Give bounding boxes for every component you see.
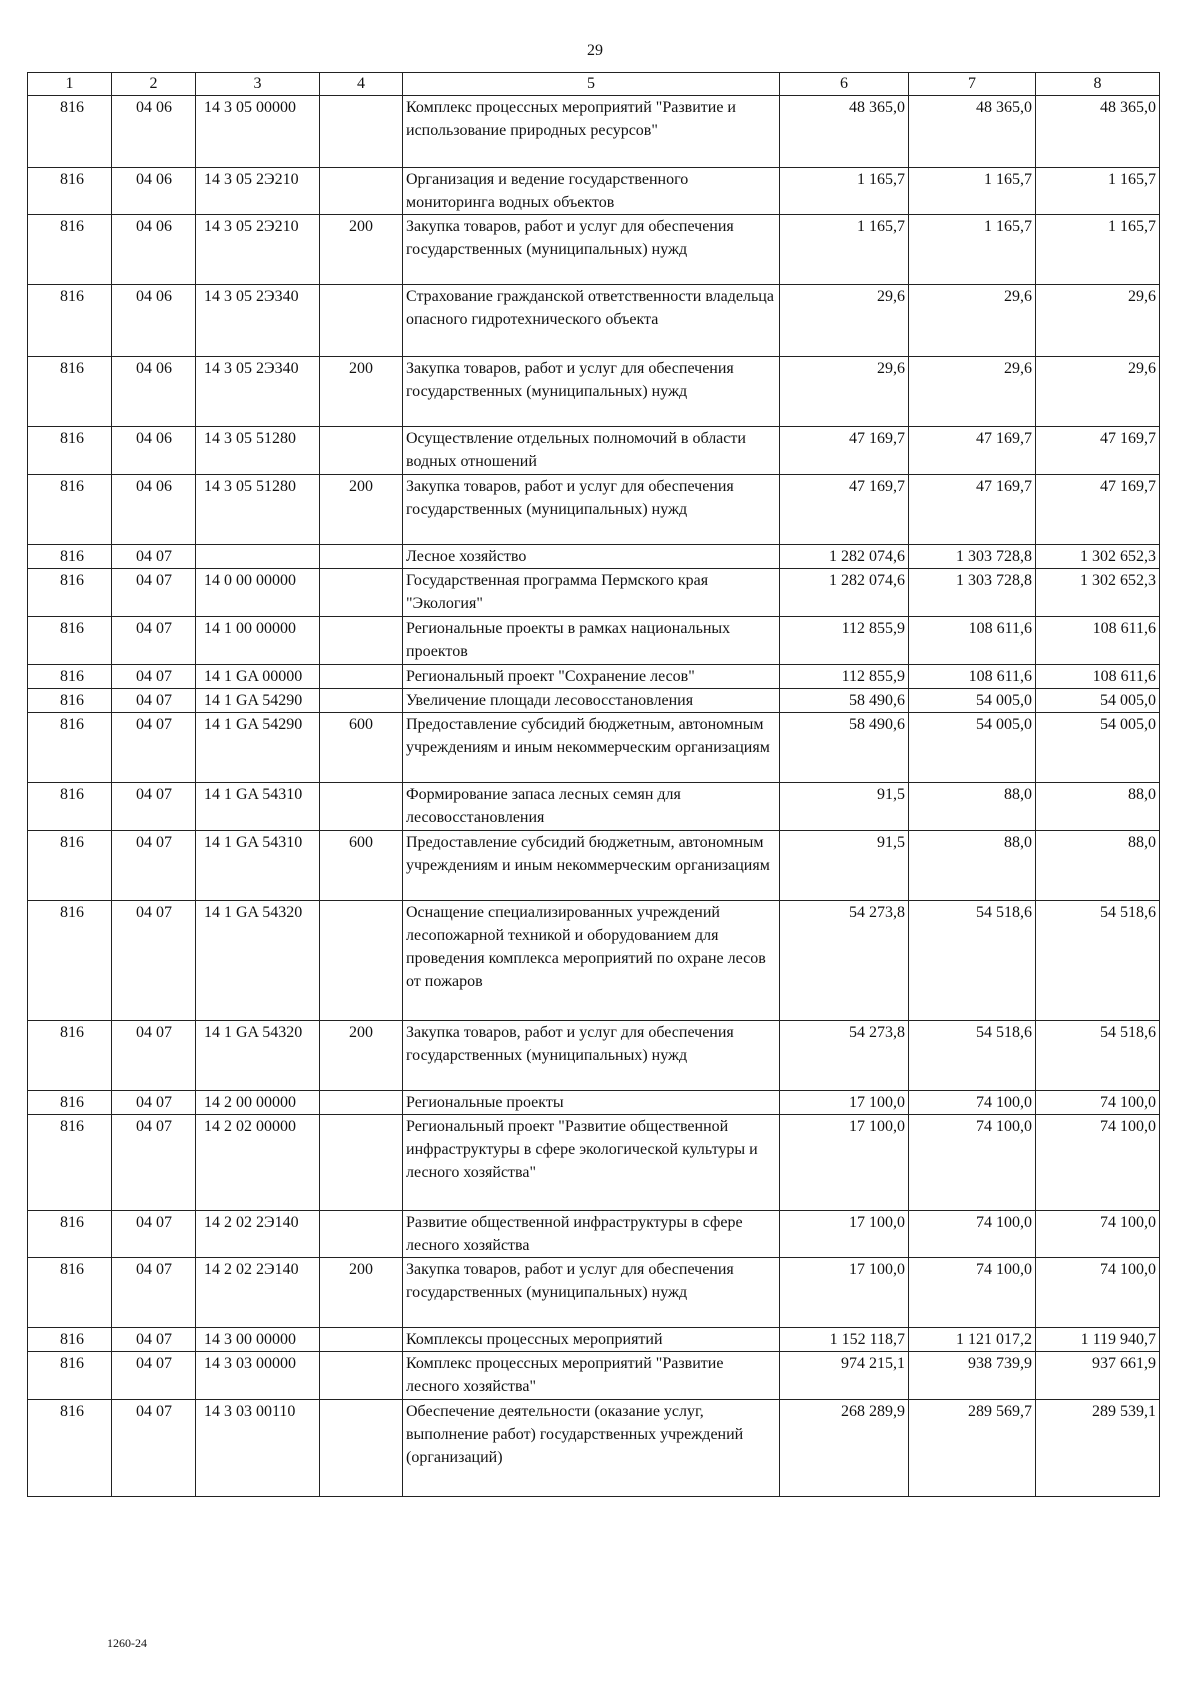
expense-type-cell: 200 (320, 357, 403, 427)
amount-year1-cell: 58 490,6 (780, 689, 909, 713)
amount-year1-cell: 268 289,9 (780, 1400, 909, 1497)
column-header: 4 (320, 73, 403, 96)
section-code-cell: 04 07 (112, 545, 196, 569)
ministry-code-cell: 816 (28, 713, 112, 783)
target-code-cell: 14 3 03 00110 (196, 1400, 320, 1497)
amount-year1-cell: 17 100,0 (780, 1091, 909, 1115)
amount-year3-cell: 74 100,0 (1036, 1258, 1160, 1328)
amount-year3-cell: 54 518,6 (1036, 901, 1160, 1021)
amount-year3-cell: 88,0 (1036, 783, 1160, 831)
section-code-cell: 04 07 (112, 617, 196, 665)
description-cell: Региональный проект "Сохранение лесов" (403, 665, 780, 689)
amount-year3-cell: 74 100,0 (1036, 1115, 1160, 1211)
section-code-cell: 04 07 (112, 1115, 196, 1211)
section-code-cell: 04 06 (112, 475, 196, 545)
amount-year2-cell: 88,0 (909, 831, 1036, 901)
column-header: 1 (28, 73, 112, 96)
amount-year3-cell: 289 539,1 (1036, 1400, 1160, 1497)
description-cell: Региональные проекты (403, 1091, 780, 1115)
amount-year1-cell: 47 169,7 (780, 427, 909, 475)
amount-year1-cell: 1 165,7 (780, 215, 909, 285)
column-header: 6 (780, 73, 909, 96)
target-code-cell: 14 1 GA 54290 (196, 713, 320, 783)
table-row (28, 1328, 1160, 1352)
amount-year3-cell: 54 518,6 (1036, 1021, 1160, 1091)
header-row (28, 73, 1160, 96)
ministry-code-cell: 816 (28, 475, 112, 545)
amount-year2-cell: 88,0 (909, 783, 1036, 831)
table-row (28, 1021, 1160, 1091)
amount-year3-cell: 88,0 (1036, 831, 1160, 901)
table-header (28, 73, 1160, 96)
amount-year3-cell: 74 100,0 (1036, 1091, 1160, 1115)
expense-type-cell (320, 1400, 403, 1497)
ministry-code-cell: 816 (28, 96, 112, 168)
amount-year1-cell: 54 273,8 (780, 901, 909, 1021)
ministry-code-cell: 816 (28, 1211, 112, 1258)
table-row (28, 357, 1160, 427)
target-code-cell: 14 3 00 00000 (196, 1328, 320, 1352)
amount-year3-cell: 937 661,9 (1036, 1352, 1160, 1400)
amount-year3-cell: 108 611,6 (1036, 665, 1160, 689)
expense-type-cell (320, 689, 403, 713)
description-cell: Закупка товаров, работ и услуг для обеспечения государственных (муниципальных) нужд (403, 215, 780, 285)
section-code-cell: 04 06 (112, 215, 196, 285)
description-cell: Закупка товаров, работ и услуг для обеспечения государственных (муниципальных) нужд (403, 475, 780, 545)
expense-type-cell: 600 (320, 713, 403, 783)
ministry-code-cell: 816 (28, 569, 112, 617)
amount-year2-cell: 47 169,7 (909, 475, 1036, 545)
column-header: 8 (1036, 73, 1160, 96)
amount-year1-cell: 91,5 (780, 783, 909, 831)
target-code-cell (196, 545, 320, 569)
ministry-code-cell: 816 (28, 427, 112, 475)
description-cell: Предоставление субсидий бюджетным, автономным учреждениям и иным некоммерческим организациям (403, 713, 780, 783)
ministry-code-cell: 816 (28, 1328, 112, 1352)
section-code-cell: 04 07 (112, 1400, 196, 1497)
amount-year2-cell: 29,6 (909, 285, 1036, 357)
amount-year2-cell: 74 100,0 (909, 1211, 1036, 1258)
amount-year2-cell: 74 100,0 (909, 1091, 1036, 1115)
target-code-cell: 14 3 05 2Э340 (196, 285, 320, 357)
section-code-cell: 04 07 (112, 689, 196, 713)
table-row (28, 215, 1160, 285)
target-code-cell: 14 2 02 2Э140 (196, 1211, 320, 1258)
target-code-cell: 14 1 GA 54290 (196, 689, 320, 713)
amount-year2-cell: 938 739,9 (909, 1352, 1036, 1400)
ministry-code-cell: 816 (28, 1352, 112, 1400)
amount-year1-cell: 1 165,7 (780, 168, 909, 215)
section-code-cell: 04 07 (112, 1352, 196, 1400)
amount-year1-cell: 54 273,8 (780, 1021, 909, 1091)
section-code-cell: 04 07 (112, 1091, 196, 1115)
expense-type-cell: 200 (320, 475, 403, 545)
ministry-code-cell: 816 (28, 617, 112, 665)
amount-year2-cell: 1 165,7 (909, 215, 1036, 285)
amount-year3-cell: 108 611,6 (1036, 617, 1160, 665)
expense-type-cell: 200 (320, 1021, 403, 1091)
description-cell: Государственная программа Пермского края "Экология" (403, 569, 780, 617)
amount-year3-cell: 48 365,0 (1036, 96, 1160, 168)
description-cell: Оснащение специализированных учреждений лесопожарной техникой и оборудованием для проведения комплекса мероприятий по охране лесов от пожаров (403, 901, 780, 1021)
expense-type-cell (320, 285, 403, 357)
expense-type-cell (320, 617, 403, 665)
table-row (28, 831, 1160, 901)
amount-year3-cell: 54 005,0 (1036, 713, 1160, 783)
expense-type-cell: 600 (320, 831, 403, 901)
description-cell: Развитие общественной инфраструктуры в сфере лесного хозяйства (403, 1211, 780, 1258)
description-cell: Региональные проекты в рамках национальных проектов (403, 617, 780, 665)
section-code-cell: 04 07 (112, 901, 196, 1021)
table-row (28, 545, 1160, 569)
amount-year2-cell: 1 121 017,2 (909, 1328, 1036, 1352)
section-code-cell: 04 07 (112, 783, 196, 831)
table-row (28, 168, 1160, 215)
target-code-cell: 14 3 03 00000 (196, 1352, 320, 1400)
ministry-code-cell: 816 (28, 1400, 112, 1497)
section-code-cell: 04 06 (112, 168, 196, 215)
ministry-code-cell: 816 (28, 831, 112, 901)
description-cell: Предоставление субсидий бюджетным, автономным учреждениям и иным некоммерческим организациям (403, 831, 780, 901)
expense-type-cell (320, 665, 403, 689)
target-code-cell: 14 0 00 00000 (196, 569, 320, 617)
amount-year1-cell: 91,5 (780, 831, 909, 901)
description-cell: Комплекс процессных мероприятий "Развитие и использование природных ресурсов" (403, 96, 780, 168)
expense-type-cell: 200 (320, 215, 403, 285)
amount-year1-cell: 29,6 (780, 357, 909, 427)
description-cell: Закупка товаров, работ и услуг для обеспечения государственных (муниципальных) нужд (403, 1258, 780, 1328)
description-cell: Страхование гражданской ответственности владельца опасного гидротехнического объекта (403, 285, 780, 357)
table-row (28, 427, 1160, 475)
amount-year1-cell: 17 100,0 (780, 1211, 909, 1258)
amount-year1-cell: 29,6 (780, 285, 909, 357)
amount-year1-cell: 1 282 074,6 (780, 569, 909, 617)
column-header: 7 (909, 73, 1036, 96)
target-code-cell: 14 1 GA 54320 (196, 901, 320, 1021)
expense-type-cell (320, 1091, 403, 1115)
description-cell: Увеличение площади лесовосстановления (403, 689, 780, 713)
ministry-code-cell: 816 (28, 168, 112, 215)
column-header: 3 (196, 73, 320, 96)
table-row (28, 1115, 1160, 1211)
ministry-code-cell: 816 (28, 285, 112, 357)
target-code-cell: 14 3 05 2Э210 (196, 215, 320, 285)
target-code-cell: 14 2 02 00000 (196, 1115, 320, 1211)
section-code-cell: 04 06 (112, 96, 196, 168)
section-code-cell: 04 06 (112, 357, 196, 427)
table-row (28, 285, 1160, 357)
target-code-cell: 14 1 GA 54320 (196, 1021, 320, 1091)
target-code-cell: 14 1 GA 54310 (196, 783, 320, 831)
amount-year1-cell: 48 365,0 (780, 96, 909, 168)
document-code: 1260-24 (107, 1636, 147, 1650)
amount-year1-cell: 1 152 118,7 (780, 1328, 909, 1352)
ministry-code-cell: 816 (28, 1258, 112, 1328)
amount-year2-cell: 29,6 (909, 357, 1036, 427)
amount-year2-cell: 54 518,6 (909, 901, 1036, 1021)
target-code-cell: 14 2 00 00000 (196, 1091, 320, 1115)
description-cell: Обеспечение деятельности (оказание услуг, выполнение работ) государственных учреждений (организаций) (403, 1400, 780, 1497)
table-row (28, 901, 1160, 1021)
description-cell: Организация и ведение государственного мониторинга водных объектов (403, 168, 780, 215)
section-code-cell: 04 07 (112, 1258, 196, 1328)
section-code-cell: 04 07 (112, 569, 196, 617)
description-cell: Региональный проект "Развитие общественной инфраструктуры в сфере экологической культуры и лесного хозяйства" (403, 1115, 780, 1211)
table-row (28, 1211, 1160, 1258)
section-code-cell: 04 07 (112, 831, 196, 901)
table-row (28, 475, 1160, 545)
ministry-code-cell: 816 (28, 901, 112, 1021)
section-code-cell: 04 07 (112, 1021, 196, 1091)
section-code-cell: 04 07 (112, 1328, 196, 1352)
amount-year2-cell: 54 005,0 (909, 713, 1036, 783)
target-code-cell: 14 1 GA 54310 (196, 831, 320, 901)
description-cell: Формирование запаса лесных семян для лесовосстановления (403, 783, 780, 831)
description-cell: Закупка товаров, работ и услуг для обеспечения государственных (муниципальных) нужд (403, 357, 780, 427)
table-row (28, 689, 1160, 713)
column-header: 5 (403, 73, 780, 96)
expense-type-cell (320, 1211, 403, 1258)
section-code-cell: 04 06 (112, 427, 196, 475)
amount-year2-cell: 74 100,0 (909, 1258, 1036, 1328)
target-code-cell: 14 3 05 2Э340 (196, 357, 320, 427)
amount-year3-cell: 47 169,7 (1036, 475, 1160, 545)
ministry-code-cell: 816 (28, 1091, 112, 1115)
amount-year2-cell: 47 169,7 (909, 427, 1036, 475)
target-code-cell: 14 3 05 00000 (196, 96, 320, 168)
target-code-cell: 14 3 05 2Э210 (196, 168, 320, 215)
column-header: 2 (112, 73, 196, 96)
amount-year2-cell: 108 611,6 (909, 665, 1036, 689)
amount-year1-cell: 974 215,1 (780, 1352, 909, 1400)
expense-type-cell (320, 168, 403, 215)
amount-year3-cell: 74 100,0 (1036, 1211, 1160, 1258)
amount-year1-cell: 112 855,9 (780, 665, 909, 689)
table-body (28, 96, 1160, 1497)
amount-year1-cell: 17 100,0 (780, 1258, 909, 1328)
expense-type-cell: 200 (320, 1258, 403, 1328)
amount-year1-cell: 112 855,9 (780, 617, 909, 665)
target-code-cell: 14 3 05 51280 (196, 475, 320, 545)
ministry-code-cell: 816 (28, 689, 112, 713)
section-code-cell: 04 07 (112, 1211, 196, 1258)
target-code-cell: 14 1 GA 00000 (196, 665, 320, 689)
amount-year2-cell: 1 303 728,8 (909, 545, 1036, 569)
expense-type-cell (320, 1328, 403, 1352)
amount-year3-cell: 54 005,0 (1036, 689, 1160, 713)
expense-type-cell (320, 545, 403, 569)
description-cell: Осуществление отдельных полномочий в области водных отношений (403, 427, 780, 475)
target-code-cell: 14 2 02 2Э140 (196, 1258, 320, 1328)
amount-year2-cell: 289 569,7 (909, 1400, 1036, 1497)
table-row (28, 665, 1160, 689)
ministry-code-cell: 816 (28, 545, 112, 569)
ministry-code-cell: 816 (28, 1021, 112, 1091)
expense-type-cell (320, 427, 403, 475)
ministry-code-cell: 816 (28, 357, 112, 427)
table-row (28, 713, 1160, 783)
amount-year2-cell: 74 100,0 (909, 1115, 1036, 1211)
table-row (28, 1091, 1160, 1115)
amount-year3-cell: 1 165,7 (1036, 168, 1160, 215)
ministry-code-cell: 816 (28, 783, 112, 831)
table-row (28, 617, 1160, 665)
target-code-cell: 14 3 05 51280 (196, 427, 320, 475)
amount-year1-cell: 17 100,0 (780, 1115, 909, 1211)
table-row (28, 1352, 1160, 1400)
table-row (28, 783, 1160, 831)
amount-year3-cell: 29,6 (1036, 285, 1160, 357)
amount-year1-cell: 1 282 074,6 (780, 545, 909, 569)
amount-year3-cell: 1 302 652,3 (1036, 545, 1160, 569)
page-number: 29 (587, 42, 603, 59)
amount-year2-cell: 54 005,0 (909, 689, 1036, 713)
description-cell: Комплекс процессных мероприятий "Развитие лесного хозяйства" (403, 1352, 780, 1400)
expense-type-cell (320, 783, 403, 831)
target-code-cell: 14 1 00 00000 (196, 617, 320, 665)
amount-year3-cell: 1 165,7 (1036, 215, 1160, 285)
amount-year2-cell: 108 611,6 (909, 617, 1036, 665)
amount-year2-cell: 48 365,0 (909, 96, 1036, 168)
section-code-cell: 04 07 (112, 713, 196, 783)
amount-year1-cell: 58 490,6 (780, 713, 909, 783)
amount-year3-cell: 29,6 (1036, 357, 1160, 427)
amount-year3-cell: 1 302 652,3 (1036, 569, 1160, 617)
amount-year2-cell: 54 518,6 (909, 1021, 1036, 1091)
expense-type-cell (320, 1115, 403, 1211)
expense-type-cell (320, 901, 403, 1021)
table-row (28, 1258, 1160, 1328)
expense-type-cell (320, 96, 403, 168)
expense-type-cell (320, 1352, 403, 1400)
amount-year1-cell: 47 169,7 (780, 475, 909, 545)
budget-table (27, 72, 1160, 1497)
amount-year2-cell: 1 303 728,8 (909, 569, 1036, 617)
table-row (28, 1400, 1160, 1497)
section-code-cell: 04 06 (112, 285, 196, 357)
description-cell: Закупка товаров, работ и услуг для обеспечения государственных (муниципальных) нужд (403, 1021, 780, 1091)
ministry-code-cell: 816 (28, 215, 112, 285)
expense-type-cell (320, 569, 403, 617)
amount-year3-cell: 1 119 940,7 (1036, 1328, 1160, 1352)
description-cell: Лесное хозяйство (403, 545, 780, 569)
table-row (28, 96, 1160, 168)
table-row (28, 569, 1160, 617)
amount-year2-cell: 1 165,7 (909, 168, 1036, 215)
amount-year3-cell: 47 169,7 (1036, 427, 1160, 475)
ministry-code-cell: 816 (28, 1115, 112, 1211)
description-cell: Комплексы процессных мероприятий (403, 1328, 780, 1352)
section-code-cell: 04 07 (112, 665, 196, 689)
ministry-code-cell: 816 (28, 665, 112, 689)
